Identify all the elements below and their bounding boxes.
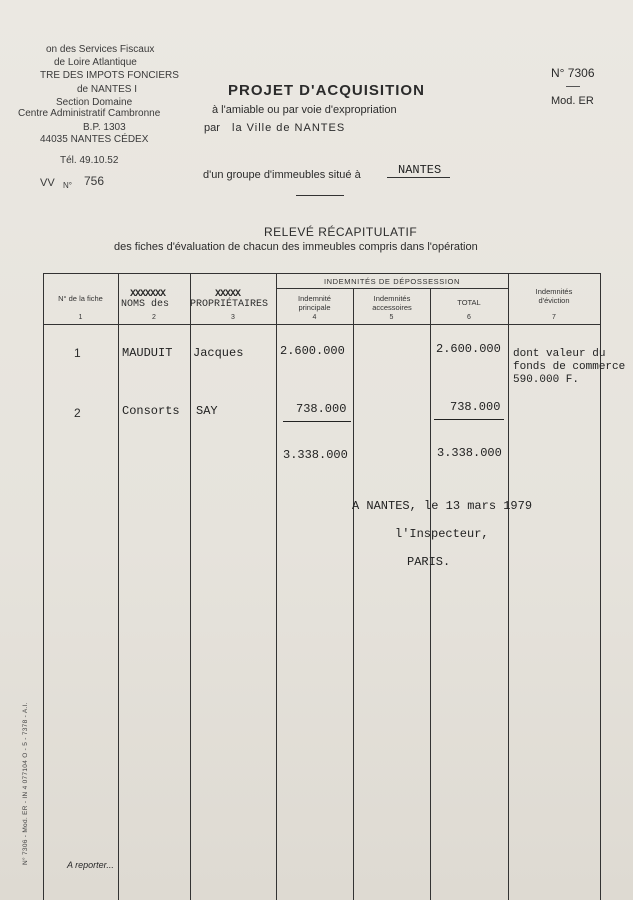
sum-total: 3.338.000 [437,446,502,460]
col-header-2: NOMS des [121,299,170,310]
stamp-line-5: Section Domaine [56,97,133,108]
title-line-2-prefix: par [204,122,220,134]
col-header-3: PROPRIÉTAIRES [190,299,269,310]
row-2-prenom: SAY [196,404,218,418]
col-header-6: TOTAL [457,298,481,307]
col-number-5: 5 [389,314,394,321]
location-value: NANTES [398,163,442,177]
signature-name: PARIS. [407,555,451,569]
col-number-3: 3 [231,314,235,321]
vv-no-label: N° [63,181,72,190]
sum-principale: 3.338.000 [283,448,348,462]
col-number-7: 7 [552,314,556,321]
col-header-4: Indemnité principale [298,294,331,312]
row-1-prenom: Jacques [193,346,244,360]
stamp-phone: Tél. 49.10.52 [60,155,119,166]
signature-role: l'Inspecteur, [395,527,489,541]
row-1-eviction-2: fonds de commerce [513,361,626,373]
col-header-1: N° de la fiche [58,294,103,303]
stamp-line-1: on des Services Fiscaux [46,44,155,55]
row-2-fiche: 2 [74,406,81,420]
document-number: N° 7306 [551,66,595,80]
row-2-nom: Consorts [122,404,180,418]
row-1-eviction-1: dont valeur du [513,348,606,360]
stamp-line-4: de NANTES I [77,84,138,95]
col-header-2-overtype: XXXXXXX [130,289,166,300]
group-header: INDEMNITÉS DE DÉPOSSESSION [323,277,461,286]
vv-label: VV [40,177,55,189]
col-header-5: Indemnités accessoires [372,294,412,312]
summary-title: RELEVÉ RÉCAPITULATIF [264,225,418,239]
location-prefix: d'un groupe d'immeubles situé à [203,169,361,181]
document-title: PROJET D'ACQUISITION [228,82,425,99]
stamp-line-7: B.P. 1303 [83,122,126,133]
row-1-fiche: 1 [74,346,81,360]
col-number-6: 6 [467,314,471,321]
col-number-2: 2 [152,314,156,321]
stamp-line-2: de Loire Atlantique [54,57,137,68]
row-1-total: 2.600.000 [436,342,501,356]
row-1-eviction-3: 590.000 F. [513,374,580,386]
stamp-line-8: 44035 NANTES CÉDEX [40,134,149,145]
summary-subtitle: des fiches d'évaluation de chacun des immeubles compris dans l'opération [114,241,478,253]
row-2-total: 738.000 [450,400,501,414]
stamp-line-3: TRE DES IMPOTS FONCIERS [40,70,179,81]
col-number-1: 1 [78,314,83,321]
row-1-principale: 2.600.000 [280,344,345,358]
row-1-nom: MAUDUIT [122,346,173,360]
title-line-1: à l'amiable ou par voie d'expropriation [212,104,397,116]
row-2-principale: 738.000 [296,402,347,416]
carry-forward-label: A reporter... [67,860,114,870]
vv-number: 756 [84,174,105,188]
signature-place-date: A NANTES, le 13 mars 1979 [352,499,533,513]
side-reference: N° 7306 - Mod. ER - IN 4 077104 O - 5 - 7378 - A.I. [22,702,29,865]
col-header-3-overtype: XXXXX [215,289,241,300]
model-code: Mod. ER [551,95,594,107]
stamp-line-6: Centre Administratif Cambronne [18,108,161,119]
col-number-4: 4 [312,314,317,321]
col-header-7: Indemnités d'éviction [535,287,573,305]
title-line-2: la Ville de NANTES [232,122,346,134]
